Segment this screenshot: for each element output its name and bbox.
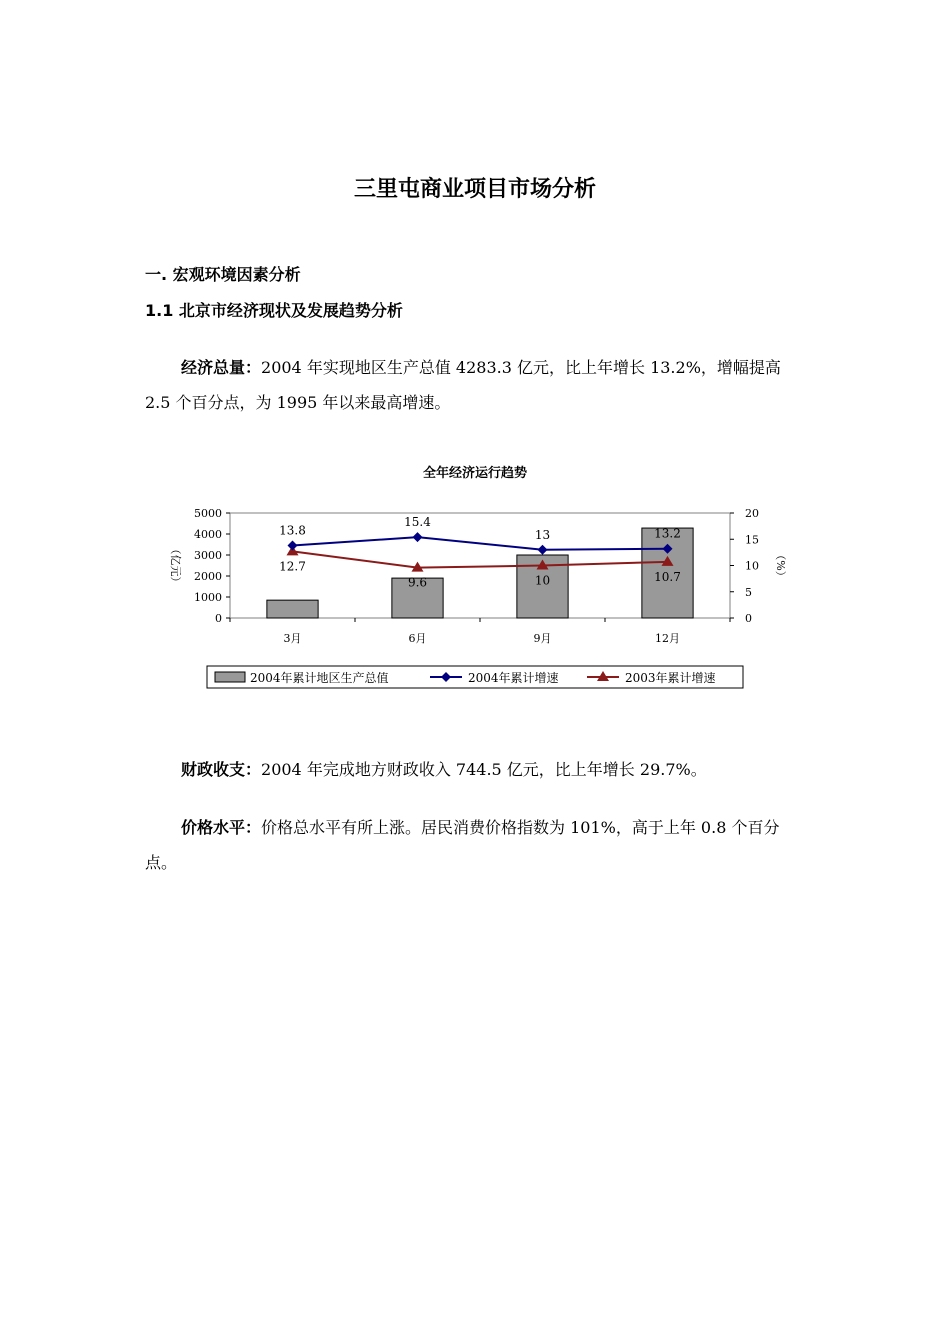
y2-tick-label: 0 bbox=[745, 612, 752, 625]
paragraph-text: 价格总水平有所上涨。居民消费价格指数为 101%，高于上年 0.8 个百分点。 bbox=[145, 818, 780, 872]
growth-2004-data-label: 13.8 bbox=[279, 523, 306, 538]
paragraph-prices bbox=[145, 810, 805, 880]
y2-tick-label: 5 bbox=[745, 585, 752, 599]
paragraph-economy bbox=[145, 350, 805, 420]
legend-swatch-gdp-2004 bbox=[215, 672, 245, 682]
growth-2003-data-label: 10 bbox=[534, 573, 551, 588]
x-tick-label: 12月 bbox=[655, 632, 680, 645]
subsection-heading: 1.1 北京市经济现状及发展趋势分析 bbox=[145, 301, 403, 320]
growth-2003-data-label: 10.7 bbox=[654, 569, 681, 584]
growth-2004-data-label: 13.2 bbox=[654, 526, 681, 541]
legend-label-gdp-2004: 2004年累计地区生产总值 bbox=[250, 671, 389, 685]
growth-2004-data-label: 15.4 bbox=[404, 515, 431, 530]
chart-title: 全年经济运行趋势 bbox=[422, 466, 528, 481]
y-tick-label: 0 bbox=[215, 612, 222, 625]
x-tick-label: 3月 bbox=[283, 632, 302, 645]
paragraph-label: 财政收支： bbox=[181, 760, 262, 779]
growth-2003-data-label: 9.6 bbox=[407, 575, 428, 590]
y-tick-label: 3000 bbox=[194, 549, 222, 562]
growth-2003-data-label: 12.7 bbox=[279, 559, 306, 574]
y2-axis-label: （%） bbox=[774, 549, 787, 582]
paragraph-label: 价格水平： bbox=[181, 818, 262, 837]
paragraph-label: 经济总量： bbox=[181, 358, 262, 377]
y2-tick-label: 20 bbox=[745, 507, 759, 520]
document-title: 三里屯商业项目市场分析 bbox=[353, 177, 596, 202]
paragraph-text: 2004 年完成地方财政收入 744.5 亿元，比上年增长 29.7%。 bbox=[261, 760, 707, 779]
section-heading: 一. 宏观环境因素分析 bbox=[145, 265, 301, 284]
legend-label-growth-2003: 2003年累计增速 bbox=[625, 671, 716, 685]
economy-trend-chart bbox=[150, 450, 800, 700]
y2-tick-label: 10 bbox=[745, 559, 759, 573]
y-tick-label: 5000 bbox=[194, 507, 222, 520]
y2-tick-label: 15 bbox=[745, 533, 759, 547]
bar-gdp-2004 bbox=[267, 600, 318, 618]
chart-svg bbox=[150, 450, 800, 700]
paragraph-text: 2004 年实现地区生产总值 4283.3 亿元，比上年增长 13.2%，增幅提高 2.5 个百分点，为 1995 年以来最高增速。 bbox=[145, 358, 781, 412]
x-tick-label: 6月 bbox=[408, 632, 427, 645]
paragraph-finance bbox=[145, 752, 805, 787]
y-tick-label: 4000 bbox=[194, 528, 222, 541]
legend-label-growth-2004: 2004年累计增速 bbox=[468, 671, 559, 685]
growth-2004-data-label: 13 bbox=[534, 527, 551, 542]
y-tick-label: 1000 bbox=[194, 591, 222, 604]
x-tick-label: 9月 bbox=[533, 632, 552, 645]
y-axis-label: （亿元） bbox=[169, 543, 182, 588]
y-tick-label: 2000 bbox=[194, 570, 222, 583]
